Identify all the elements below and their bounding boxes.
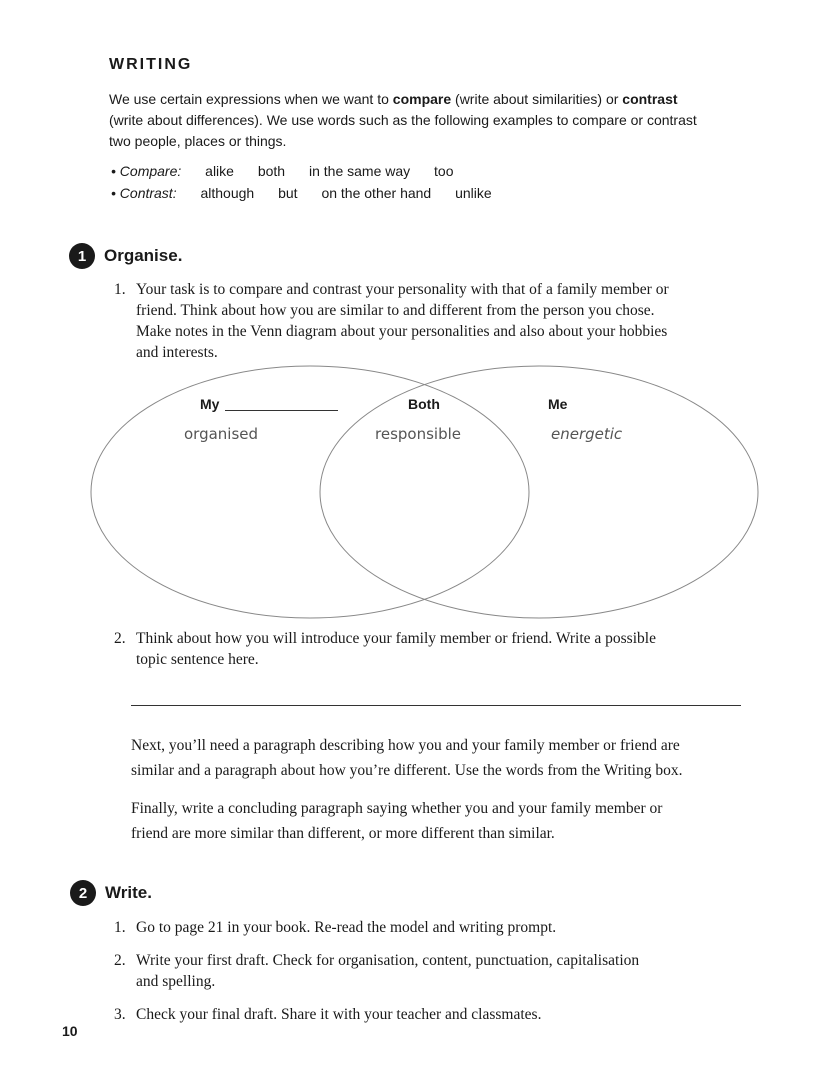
- item-text-line: Go to page 21 in your book. Re-read the model and writing prompt.: [136, 919, 557, 936]
- item-text: [136, 279, 669, 363]
- item-number: 1.: [114, 919, 126, 936]
- write-item-3: [114, 1004, 764, 1026]
- venn-left-label: My: [200, 396, 220, 412]
- venn-right-note: energetic: [551, 425, 623, 443]
- contrast-word: on the other hand: [321, 185, 432, 201]
- item-number: 1.: [114, 281, 126, 298]
- item-text-line: topic sentence here.: [136, 651, 259, 668]
- item-text: [136, 1004, 541, 1025]
- section-2-number-badge: 2: [70, 880, 96, 906]
- paragraph-line: similar and a paragraph about how you’re different. Use the words from the Writing box.: [131, 762, 683, 779]
- compare-label: • Compare:: [111, 163, 182, 179]
- writing-box-intro: We use certain expressions when we want to compare (write about similarities) or contrast (write about differences). We use words such as the following examples to compare or contrast two people, places or things.: [109, 91, 697, 149]
- paragraph-line: friend are more similar than different, or more different than similar.: [131, 825, 555, 842]
- item-text-line: Think about how you will introduce your family member or friend. Write a possible: [136, 630, 656, 647]
- item-text-line: friend. Think about how you are similar to and different from the person you chose.: [136, 302, 655, 319]
- item-text-line: Write your first draft. Check for organisation, content, punctuation, capitalisation: [136, 952, 640, 969]
- venn-center-note: responsible: [375, 425, 461, 443]
- section-1-number-badge: 1: [69, 243, 95, 269]
- item-text: [136, 950, 639, 992]
- item-number: 2.: [114, 952, 126, 969]
- compare-word: too: [434, 163, 454, 179]
- section-2-title: Write.: [105, 883, 152, 902]
- organise-item-2: [114, 628, 764, 672]
- compare-word: in the same way: [308, 163, 411, 179]
- item-number: 2.: [114, 630, 126, 647]
- venn-right-circle: [320, 366, 758, 618]
- conclusion-instructions: [131, 796, 791, 846]
- venn-left-circle: [91, 366, 529, 618]
- item-text: [136, 917, 556, 938]
- contrast-word: but: [278, 185, 298, 201]
- section-1-title: Organise.: [104, 246, 183, 265]
- write-item-1: [114, 917, 764, 939]
- compare-words: [111, 163, 454, 179]
- paragraph-line: Next, you’ll need a paragraph describing how you and your family member or friend are: [131, 737, 680, 754]
- venn-center-label: Both: [408, 396, 440, 412]
- venn-right-label: Me: [548, 396, 568, 412]
- contrast-word: unlike: [455, 185, 492, 201]
- contrast-label: • Contrast:: [111, 185, 177, 201]
- paragraph-line: Finally, write a concluding paragraph saying whether you and your family member or: [131, 800, 663, 817]
- page-number: 10: [62, 1023, 78, 1039]
- venn-left-name-blank[interactable]: [225, 410, 338, 411]
- contrast-word: although: [200, 185, 255, 201]
- venn-left-note: organised: [184, 425, 259, 443]
- compare-word: alike: [205, 163, 234, 179]
- topic-sentence-answer-line[interactable]: [131, 705, 741, 706]
- item-number: 3.: [114, 1006, 126, 1023]
- item-text-line: Make notes in the Venn diagram about your personalities and also about your hobbies: [136, 323, 668, 340]
- item-text-line: Check your final draft. Share it with your teacher and classmates.: [136, 1006, 542, 1023]
- item-text: [136, 628, 656, 670]
- paragraph-instructions: [131, 733, 791, 783]
- contrast-words: [111, 185, 492, 201]
- item-text-line: Your task is to compare and contrast your personality with that of a family member or: [136, 281, 669, 298]
- write-item-2: [114, 950, 764, 994]
- item-text-line: and spelling.: [136, 973, 216, 990]
- writing-box-title: WRITING: [109, 56, 193, 73]
- item-text-line: and interests.: [136, 344, 218, 361]
- compare-word: both: [257, 163, 286, 179]
